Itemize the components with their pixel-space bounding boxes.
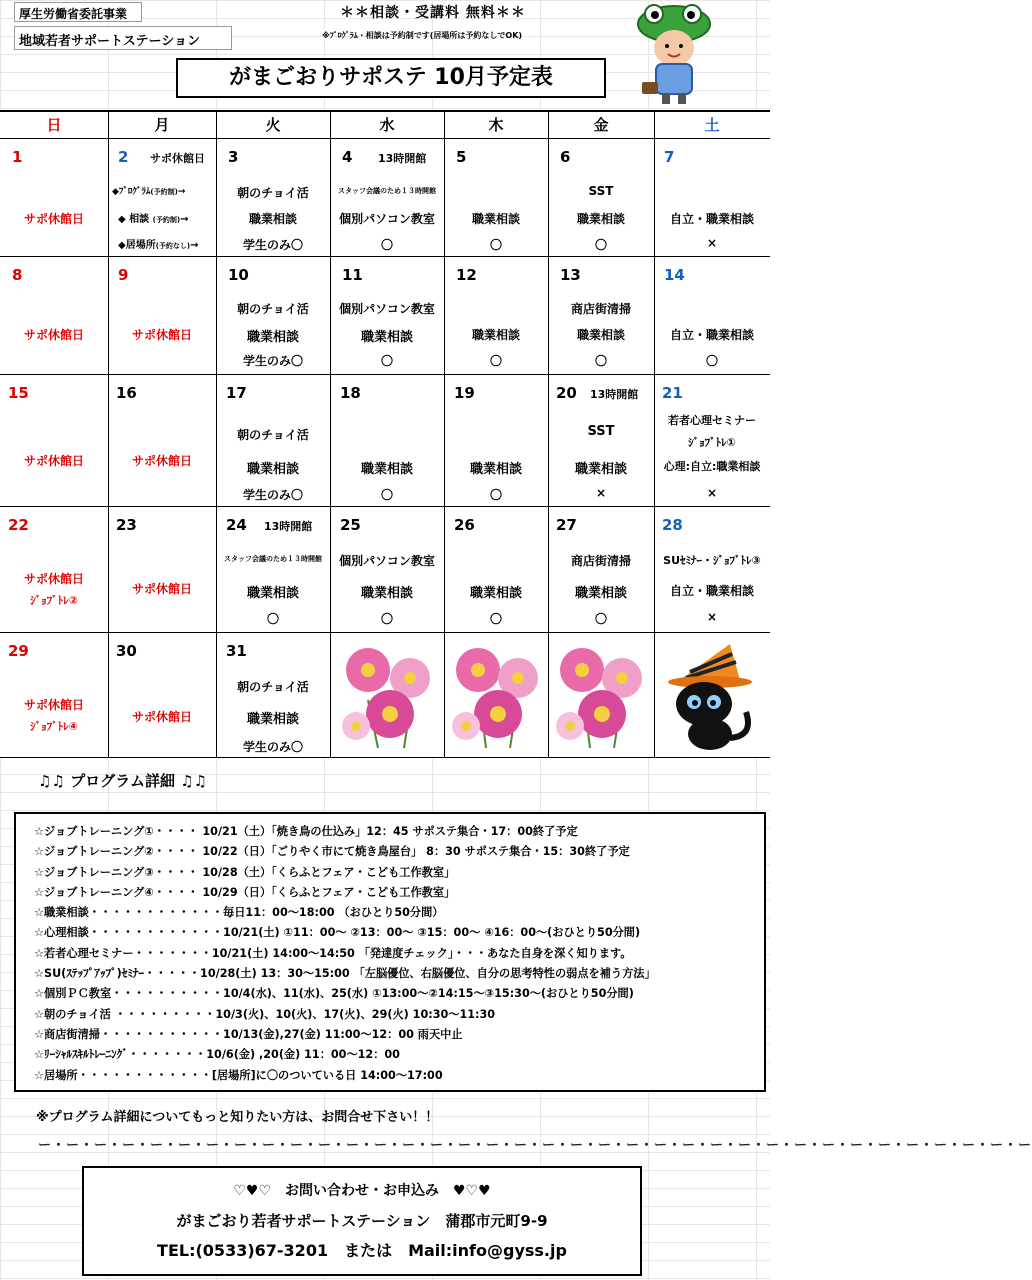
date: 7 <box>664 148 675 166</box>
date: 14 <box>664 266 685 284</box>
ibasho-cell: 〇 <box>705 354 718 368</box>
consult-cell: 職業相談 <box>360 586 413 601</box>
consult-cell: 個別パソコン教室 <box>339 212 435 226</box>
date: 26 <box>454 516 475 534</box>
program-cell: 若者心理セミナー <box>668 414 756 427</box>
closed-day: サポ休館日 <box>23 328 84 342</box>
frog-hat-mascot-icon <box>624 2 722 108</box>
consult-cell: 職業相談 <box>574 586 627 601</box>
consult-cell: 職業相談 <box>471 328 520 342</box>
cosmos-flower-icon <box>338 640 442 750</box>
contact-heading: ♡♥♡ お問い合わせ・お申込み ♥♡♥ <box>233 1183 491 1199</box>
date: 21 <box>662 384 683 402</box>
program-cell: SST <box>587 424 615 439</box>
legend-consult: ◆ 相談 (予約制)→ <box>118 214 189 225</box>
consult-cell: 職業相談 <box>246 462 299 477</box>
date: 27 <box>556 516 577 534</box>
legend-program: ◆ﾌﾟﾛｸﾞﾗﾑ(予約制)→ <box>112 187 186 197</box>
program-cell: ｼﾞｮﾌﾞﾄﾚ① <box>688 436 736 449</box>
free-banner: ＊＊相談・受講料 無料＊＊ <box>340 5 526 21</box>
witch-hat-cat-icon <box>660 640 760 752</box>
date: 31 <box>226 642 247 660</box>
open-note: 13時開館 <box>264 520 313 533</box>
date: 3 <box>228 148 239 166</box>
cosmos-flower-icon <box>450 640 546 750</box>
consult-cell: 職業相談 <box>469 462 522 477</box>
date: 16 <box>116 384 137 402</box>
date: 25 <box>340 516 361 534</box>
ministry-label: 厚生労働省委託事業 <box>14 2 142 22</box>
contact-box <box>82 1166 642 1276</box>
ibasho-cell: 〇 <box>380 354 393 368</box>
dash-divider: ー・ー・ー・ー・ー・ー・ー・ー・ー・ー・ー・ー・ー・ー・ー・ー・ー・ー・ー・ー・ー・ー・ー・ー・ー・ー・ー・ー・ー・ー・ー・ー・ー・ー・ー・ー <box>38 1138 1032 1153</box>
program-details <box>14 812 766 1092</box>
consult-cell: 職業相談 <box>574 462 627 477</box>
station-label: 地域若者サポートステーション <box>14 26 232 50</box>
program-cell: 朝のチョイ活 <box>237 302 309 316</box>
closed-day: サポ休館日 <box>131 454 192 468</box>
consult-cell: 職業相談 <box>576 328 625 342</box>
date: 24 <box>226 516 247 534</box>
closed-day: サポ休館日 <box>131 710 192 724</box>
date: 8 <box>12 266 23 284</box>
dow-mon: 月 <box>154 116 170 134</box>
dow-sat: 土 <box>704 116 720 134</box>
ibasho-cell: × <box>595 486 607 500</box>
program-line: ☆心理相談・・・・・・・・・・・・10/21(土) ①11：00～ ②13：00～ ③15：00～ ④16：00～(おひとり50分間) <box>34 926 641 940</box>
date: 30 <box>116 642 137 660</box>
ibasho-cell: 〇 <box>594 354 607 368</box>
date: 6 <box>560 148 571 166</box>
program-cell: 個別パソコン教室 <box>339 554 435 568</box>
legend-ibasho: ◆居場所(予約なし)→ <box>118 240 199 251</box>
consult-cell: 職業相談 <box>576 212 625 226</box>
date: 22 <box>8 516 29 534</box>
program-line: ☆ﾘｰｼｬﾙｽｷﾙﾄﾚｰﾆﾝｸﾞ・・・・・・・10/6(金) ,20(金) 11：00～12：00 <box>34 1048 400 1062</box>
date: 9 <box>118 266 129 284</box>
open-note: 13時開館 <box>590 388 639 401</box>
ibasho-cell: × <box>706 610 718 624</box>
ibasho-cell: 〇 <box>266 612 279 626</box>
consult-cell: 職業相談 <box>471 212 520 226</box>
consult-cell: 心理:自立:職業相談 <box>663 460 761 473</box>
consult-cell: 職業相談 <box>246 712 299 727</box>
ibasho-cell: 〇 <box>489 488 502 502</box>
program-line: ☆商店街清掃・・・・・・・・・・・10/13(金),27(金) 11:00～12：00 雨天中止 <box>34 1027 463 1041</box>
consult-cell: 自立・職業相談 <box>669 584 754 598</box>
closed-day: サポ休館日 <box>131 328 192 342</box>
program-line: ☆ジョブトレーニング③・・・・ 10/28（土）「くらふとフェア・こども工作教室」 <box>34 865 456 879</box>
program-cell: 朝のチョイ活 <box>237 186 309 200</box>
date: 1 <box>12 148 23 166</box>
program-cell: 朝のチョイ活 <box>237 428 309 442</box>
ibasho-cell: 学生のみ〇 <box>242 238 303 252</box>
closed-day: サポ休館日 <box>23 212 84 226</box>
consult-cell: 職業相談 <box>469 586 522 601</box>
ibasho-cell: × <box>706 486 718 500</box>
consult-cell: 自立・職業相談 <box>669 328 754 342</box>
date: 28 <box>662 516 683 534</box>
date: 2 <box>118 148 129 166</box>
consult-cell: 職業相談 <box>360 330 413 345</box>
date: 23 <box>116 516 137 534</box>
date: 12 <box>456 266 477 284</box>
dow-wed: 水 <box>379 116 395 134</box>
consult-cell: 職業相談 <box>246 586 299 601</box>
consult-cell: 自立・職業相談 <box>669 212 754 226</box>
ibasho-cell: 学生のみ〇 <box>242 488 303 502</box>
cosmos-flower-icon <box>554 640 650 750</box>
ibasho-cell: 〇 <box>380 488 393 502</box>
ibasho-cell: 〇 <box>489 612 502 626</box>
date: 19 <box>454 384 475 402</box>
ibasho-cell: 学生のみ〇 <box>242 740 303 754</box>
closed-day: サポ休館日 <box>23 454 84 468</box>
dow-thu: 木 <box>488 116 504 134</box>
ibasho-cell: 〇 <box>489 354 502 368</box>
program-line: ☆SU(ｽﾃｯﾌﾟｱｯﾌﾟ)ｾﾐﾅｰ・・・・・10/28(土) 13：30～15:00 「左脳優位、右脳優位、自分の思考特性の弱点を補う方法」 <box>34 967 656 981</box>
program-cell: スタッフ会議のため１３時開館 <box>224 555 322 563</box>
program-line: ☆職業相談・・・・・・・・・・・・毎日11：00～18:00 （おひとり50分間） <box>34 906 444 920</box>
consult-cell: 職業相談 <box>246 330 299 345</box>
ibasho-cell: 〇 <box>594 238 607 252</box>
closed-day: サポ休館日 <box>23 698 84 712</box>
date: 18 <box>340 384 361 402</box>
program-line: ☆ジョブトレーニング②・・・・ 10/22（日）「ごりやく市にて焼き鳥屋台」 8：30 サポステ集合・15：30終了予定 <box>34 845 630 859</box>
jobtraining-note: ｼﾞｮﾌﾞﾄﾚ② <box>30 594 78 607</box>
date: 29 <box>8 642 29 660</box>
program-line: ☆個別ＰＣ教室・・・・・・・・・・10/4(水)、11(水)、25(水) ①13:00～②14:15～③15:30～(おひとり50分間) <box>34 987 634 1001</box>
ibasho-cell: × <box>706 236 718 250</box>
dow-fri: 金 <box>593 116 609 134</box>
program-line: ☆ジョブトレーニング④・・・・ 10/29（日）「くらふとフェア・こども工作教室」 <box>34 885 456 899</box>
dow-sun: 日 <box>46 116 62 134</box>
date: 11 <box>342 266 363 284</box>
jobtraining-note: ｼﾞｮﾌﾞﾄﾚ④ <box>30 720 78 733</box>
program-cell: 商店街清掃 <box>570 554 631 568</box>
date: 17 <box>226 384 247 402</box>
date: 20 <box>556 384 577 402</box>
date: 4 <box>342 148 353 166</box>
dow-tue: 火 <box>265 116 281 134</box>
ibasho-cell: 〇 <box>594 612 607 626</box>
contact-phone-mail: TEL:(0533)67-3201 または Mail:info@gyss.jp <box>157 1241 567 1260</box>
more-info-note: ※プログラム詳細についてもっと知りたい方は、お問合せ下さい！！ <box>36 1110 439 1125</box>
date: 10 <box>228 266 249 284</box>
program-heading: ♫♫ プログラム詳細 ♫♫ <box>38 772 208 790</box>
open-note: 13時開館 <box>378 152 427 165</box>
program-line: ☆ジョブトレーニング①・・・・ 10/21（土）「焼き鳥の仕込み」12：45 サポステ集合・17：00終了予定 <box>34 825 578 838</box>
date: 5 <box>456 148 467 166</box>
ibasho-cell: 〇 <box>380 612 393 626</box>
closed-note: サポ休館日 <box>150 152 205 165</box>
date: 13 <box>560 266 581 284</box>
program-cell: SUｾﾐﾅｰ・ｼﾞｮﾌﾞﾄﾚ③ <box>663 554 761 567</box>
page-title: がまごおりサポステ 10月予定表 <box>176 58 606 98</box>
program-cell: 朝のチョイ活 <box>237 680 309 694</box>
program-line: ☆若者心理セミナー・・・・・・・10/21(土) 14:00～14:50 「発達度チェック」・・・あなた自身を深く知ります。 <box>34 946 632 960</box>
program-cell: スタッフ会議のため１３時開館 <box>338 187 436 195</box>
contact-address: がまごおり若者サポートステーション 蒲郡市元町9-9 <box>176 1212 548 1230</box>
program-cell: 商店街清掃 <box>570 302 631 316</box>
ibasho-cell: 〇 <box>489 238 502 252</box>
date: 15 <box>8 384 29 402</box>
consult-cell: 職業相談 <box>360 462 413 477</box>
consult-cell: 職業相談 <box>248 212 297 226</box>
closed-day: サポ休館日 <box>131 582 192 596</box>
program-line: ☆朝のチョイ活 ・・・・・・・・・10/3(火)、10(火)、17(火)、29(火) 10:30～11:30 <box>34 1007 496 1021</box>
program-cell: SST <box>588 184 614 198</box>
ibasho-cell: 〇 <box>380 238 393 252</box>
ibasho-cell: 学生のみ〇 <box>242 354 303 368</box>
reservation-note: ※ﾌﾟﾛｸﾞﾗﾑ・相談は予約制です(居場所は予約なしでOK) <box>322 31 523 40</box>
program-line: ☆居場所・・・・・・・・・・・・[居場所]に〇のついている日 14:00～17:00 <box>34 1068 443 1082</box>
closed-day: サポ休館日 <box>23 572 84 586</box>
program-cell: 個別パソコン教室 <box>339 302 435 316</box>
